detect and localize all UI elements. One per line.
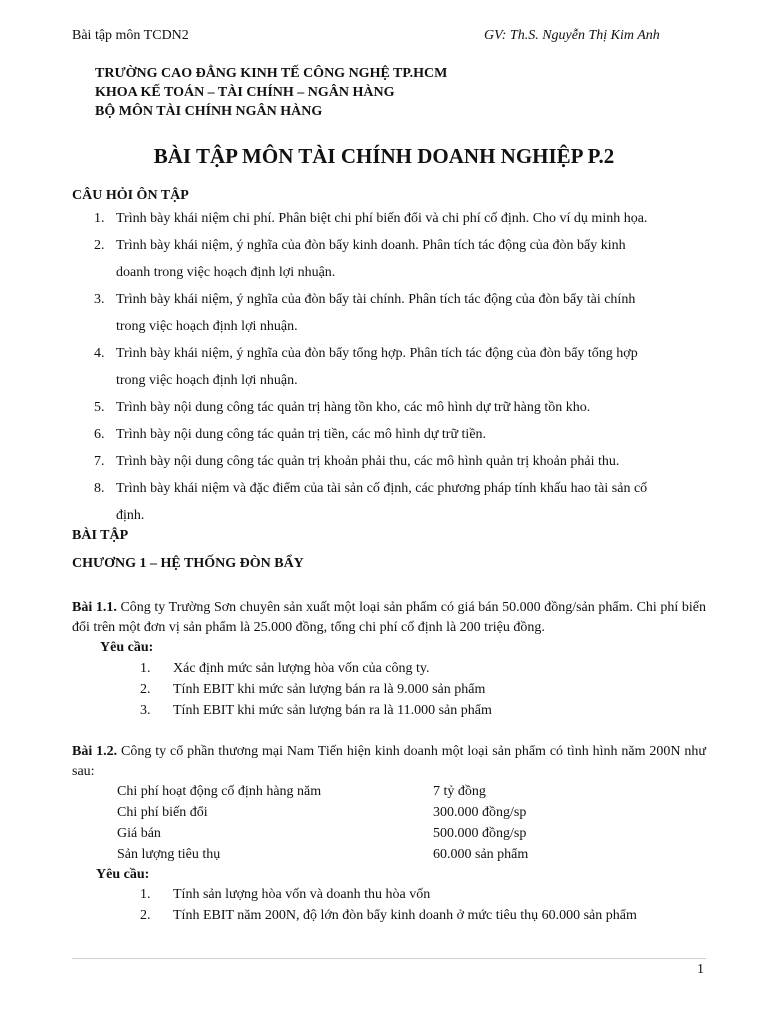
question-text-continued: định.: [116, 508, 145, 523]
exercise-text: Công ty cổ phần thương mại Nam Tiến hiện kinh doanh một loại sản phẩm có tình hình năm 200N như sau:: [72, 744, 706, 779]
question-number: 6.: [94, 427, 105, 442]
question-number: 1.: [94, 211, 105, 226]
institution-line: BỘ MÔN TÀI CHÍNH NGÂN HÀNG: [95, 104, 323, 119]
data-value: 7 tỷ đồng: [433, 784, 486, 799]
task-number: 1.: [140, 887, 151, 902]
task-text: Tính EBIT năm 200N, độ lớn đòn bẩy kinh doanh ở mức tiêu thụ 60.000 sản phẩm: [173, 908, 637, 923]
question-text: Trình bày khái niệm, ý nghĩa của đòn bẩy tổng hợp. Phân tích tác động của đòn bẩy tổng hợp: [116, 346, 638, 361]
exercise-text: Công ty Trường Sơn chuyên sản xuất một loại sản phẩm có giá bán 50.000 đồng/sản phẩm. Chi phí biến đổi trên một đơn vị sản phẩm là 25.000 đồng, tổng chi phí cố định là 200 triệu đồng.: [72, 600, 707, 635]
task-text: Tính EBIT khi mức sản lượng bán ra là 11.000 sản phẩm: [173, 703, 492, 718]
exercise-label: Bài 1.1.: [72, 600, 117, 615]
review-question: [72, 286, 712, 340]
task-item: [140, 682, 485, 698]
task-number: 2.: [140, 908, 151, 923]
question-text: Trình bày nội dung công tác quản trị hàng tồn kho, các mô hình dự trữ hàng tồn kho.: [116, 400, 591, 415]
question-text: Trình bày khái niệm, ý nghĩa của đòn bẩy kinh doanh. Phân tích tác động của đòn bẩy kinh: [116, 238, 626, 253]
question-text-continued: trong việc hoạch định lợi nhuận.: [116, 373, 298, 388]
question-text: Trình bày khái niệm, ý nghĩa của đòn bẩy tài chính. Phân tích tác động của đòn bẩy tài chính: [116, 292, 636, 307]
task-text: Xác định mức sản lượng hòa vốn của công ty.: [173, 661, 430, 676]
page-number: 1: [697, 962, 704, 977]
review-question: [72, 448, 712, 475]
data-value: 300.000 đồng/sp: [433, 805, 527, 820]
task-item: [140, 908, 637, 924]
data-key: Chi phí hoạt động cố định hàng năm: [117, 784, 322, 799]
question-number: 7.: [94, 454, 105, 469]
review-question: [72, 340, 712, 394]
question-number: 8.: [94, 481, 105, 496]
data-value: 60.000 sản phẩm: [433, 847, 529, 862]
exercise-1-2-statement: [72, 742, 706, 782]
question-text-continued: doanh trong việc hoạch định lợi nhuận.: [116, 265, 336, 280]
question-number: 4.: [94, 346, 105, 361]
exercises-heading: BÀI TẬP: [72, 528, 129, 543]
task-item: [140, 887, 430, 903]
review-question-list: [72, 205, 712, 529]
header-lecturer: GV: Th.S. Nguyễn Thị Kim Anh: [484, 28, 660, 43]
institution-line: KHOA KẾ TOÁN – TÀI CHÍNH – NGÂN HÀNG: [95, 85, 395, 100]
institution-block: [95, 64, 447, 121]
review-question: [72, 394, 712, 421]
exercise-label: Bài 1.2.: [72, 744, 118, 759]
data-row: [117, 826, 526, 842]
footer-divider: [72, 958, 706, 959]
data-row: [117, 805, 526, 821]
question-text: Trình bày nội dung công tác quản trị khoản phải thu, các mô hình quản trị khoản phải thu.: [116, 454, 620, 469]
requirements-label: Yêu cầu:: [100, 640, 154, 655]
data-row: [117, 784, 486, 800]
review-question: [72, 421, 712, 448]
review-question: [72, 232, 712, 286]
review-heading: CÂU HỎI ÔN TẬP: [72, 188, 189, 203]
data-key: Chi phí biến đổi: [117, 805, 208, 820]
header-course: Bài tập môn TCDN2: [72, 28, 189, 43]
task-text: Tính EBIT khi mức sản lượng bán ra là 9.000 sản phẩm: [173, 682, 486, 697]
task-number: 2.: [140, 682, 151, 697]
exercise-1-1-statement: [72, 598, 706, 638]
review-question: [72, 475, 712, 529]
question-number: 5.: [94, 400, 105, 415]
review-question: [72, 205, 712, 232]
institution-line: TRƯỜNG CAO ĐẲNG KINH TẾ CÔNG NGHỆ TP.HCM: [95, 66, 448, 81]
requirements-label: Yêu cầu:: [96, 867, 150, 882]
question-number: 2.: [94, 238, 105, 253]
document-title: BÀI TẬP MÔN TÀI CHÍNH DOANH NGHIỆP P.2: [153, 144, 615, 168]
question-text: Trình bày khái niệm và đặc điểm của tài sản cố định, các phương pháp tính khấu hao tài sản cố: [116, 481, 648, 496]
data-key: Sản lượng tiêu thụ: [117, 847, 221, 862]
task-number: 1.: [140, 661, 151, 676]
task-item: [140, 661, 430, 677]
data-value: 500.000 đồng/sp: [433, 826, 527, 841]
task-item: [140, 703, 492, 719]
chapter-heading: CHƯƠNG 1 – HỆ THỐNG ĐÒN BẨY: [72, 556, 304, 571]
data-row: [117, 847, 528, 863]
question-number: 3.: [94, 292, 105, 307]
data-key: Giá bán: [117, 826, 161, 841]
question-text-continued: trong việc hoạch định lợi nhuận.: [116, 319, 298, 334]
task-number: 3.: [140, 703, 151, 718]
task-text: Tính sản lượng hòa vốn và doanh thu hòa vốn: [173, 887, 431, 902]
question-text: Trình bày khái niệm chi phí. Phân biệt chi phí biến đổi và chi phí cố định. Cho ví dụ minh họa.: [116, 211, 648, 226]
question-text: Trình bày nội dung công tác quản trị tiền, các mô hình dự trữ tiền.: [116, 427, 487, 442]
